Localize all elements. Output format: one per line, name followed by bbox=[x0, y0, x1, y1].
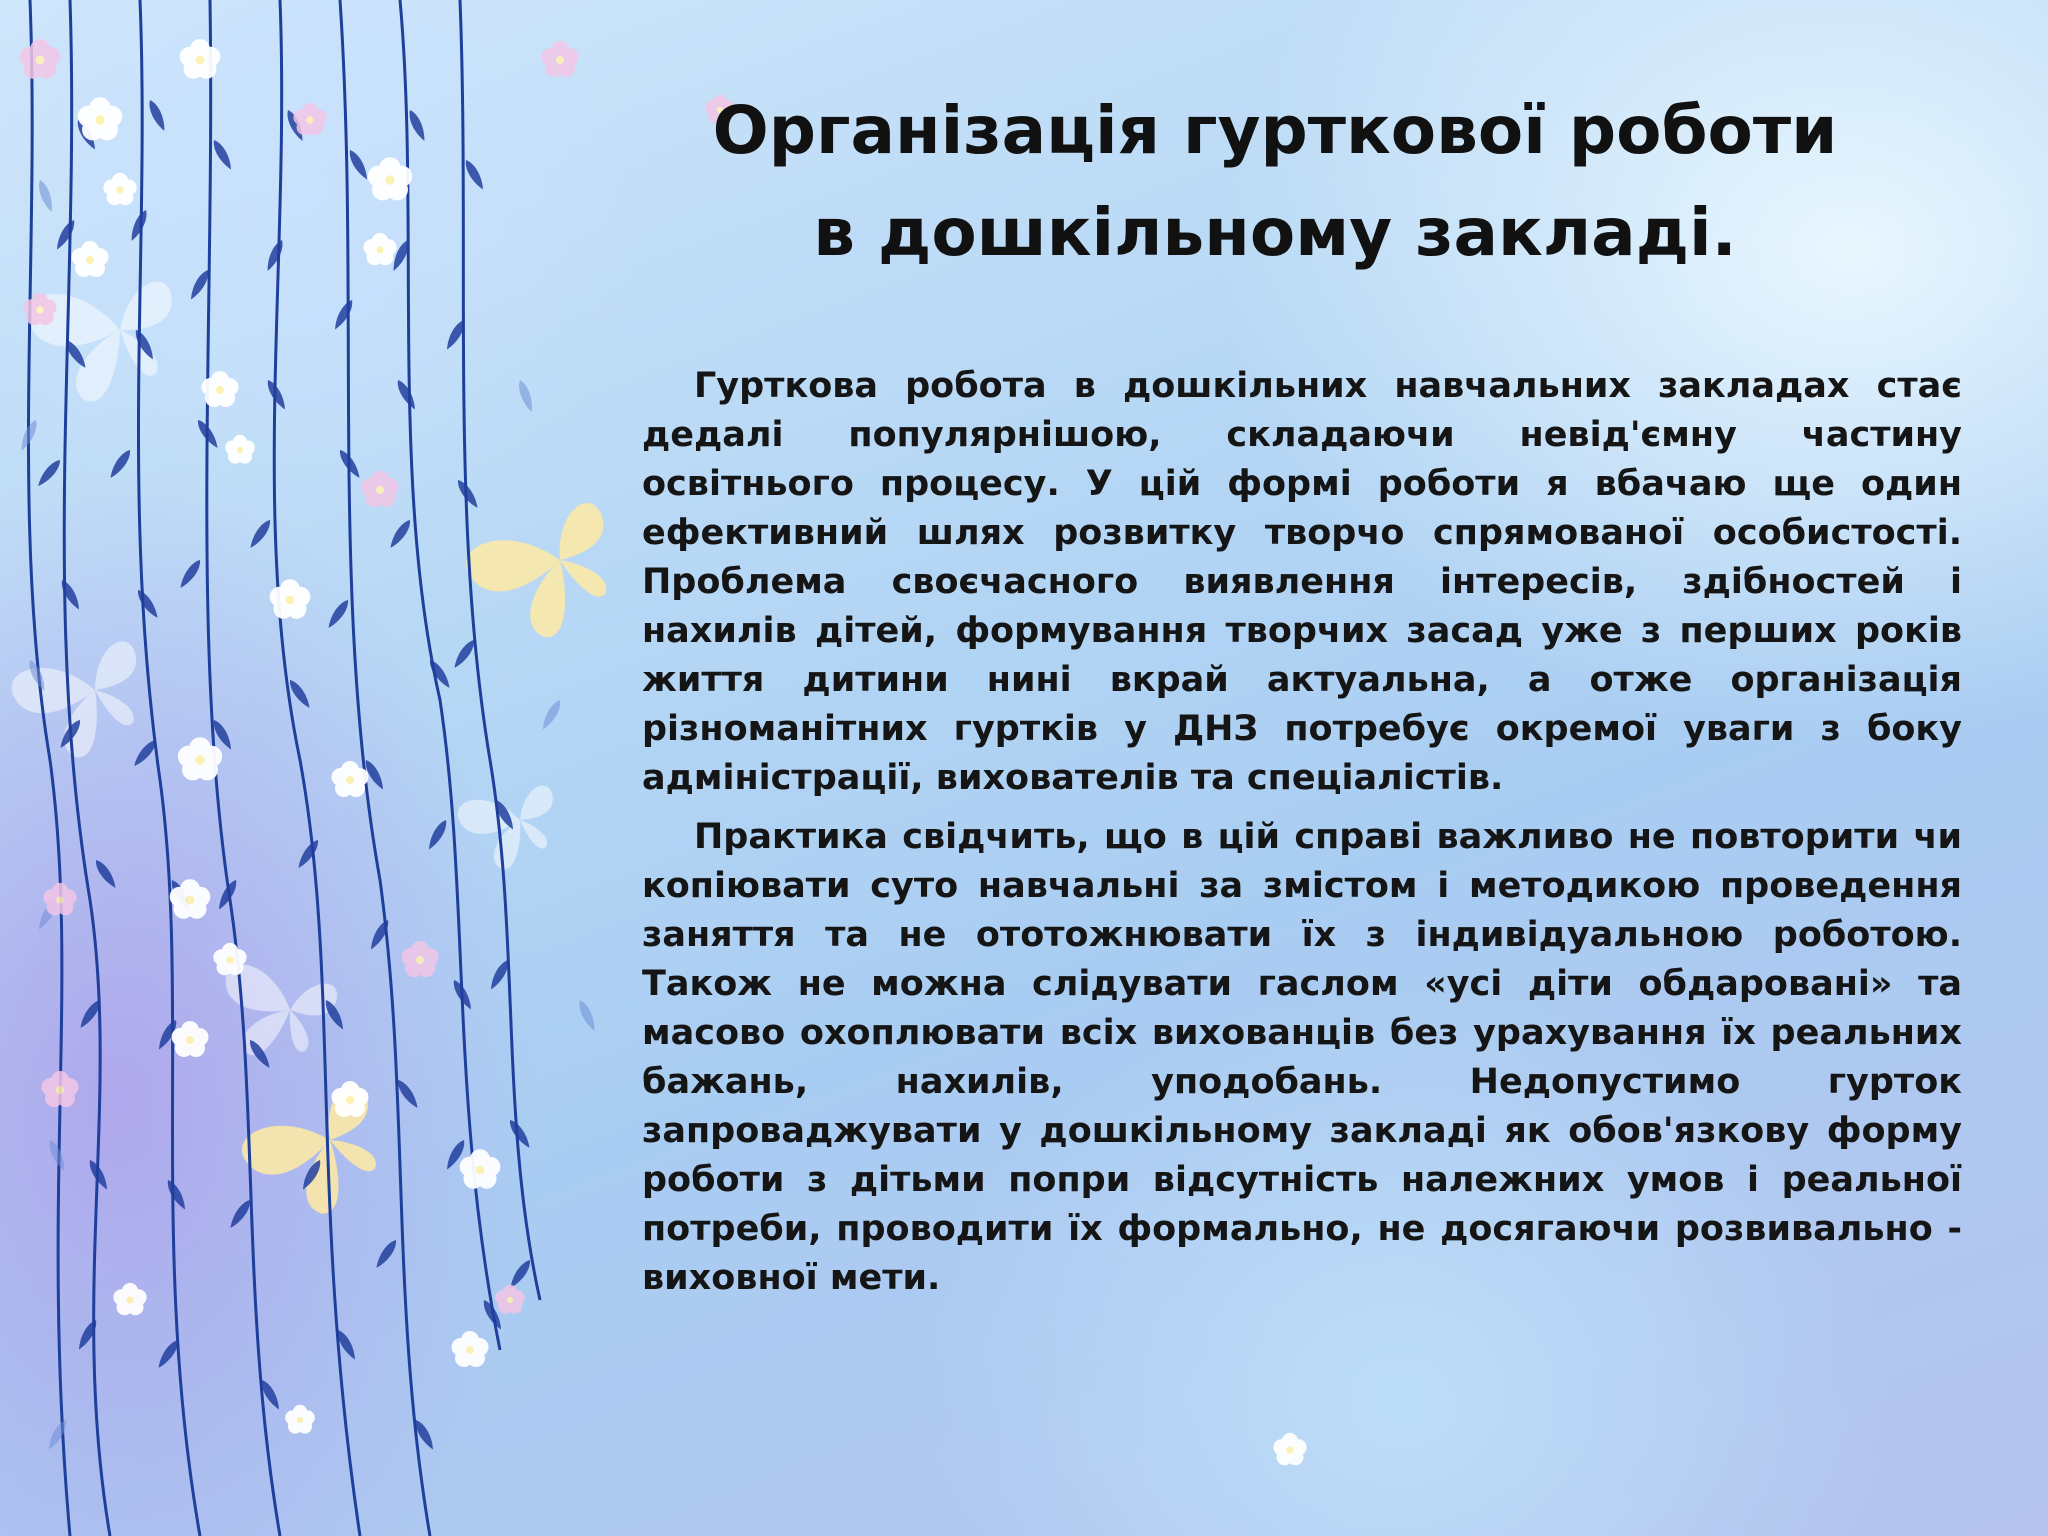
slide-title-line-1: Організація гурткової роботи bbox=[712, 92, 1838, 169]
slide-body bbox=[642, 362, 1962, 1313]
butterfly-white-icon bbox=[7, 274, 568, 1068]
willow-leaves bbox=[35, 98, 534, 1452]
willow-branch-decoration bbox=[28, 0, 540, 1536]
body-paragraph-1: Гурткова робота в дошкільних навчальних закладах стає дедалі популярнішою, складаючи невід'ємну частину освітнього процесу. У цій формі роботи я вбачаю ще один ефективний шлях розвитку творчо спрямованої особистості. Проблема своєчасного виявлення інтересів, здібностей і нахилів дітей, формування творчих засад уже з перших років життя дитини нині вкрай актуальна, а отже організація різноманітних гуртків у ДНЗ потребує окремої уваги з боку адміністрації, вихователів та спеціалістів. bbox=[642, 366, 1962, 798]
slide-title bbox=[640, 80, 1910, 284]
body-paragraph-2: Практика свідчить, що в цій справі важливо не повторити чи копіювати суто навчальні за змістом і методикою проведення заняття та не ототожнювати їх з індивідуальною роботою. Також не можна слідувати гаслом «усі діти обдаровані» та масово охоплювати всіх вихованців без урахування їх реальних бажань, нахилів, уподобань. Недопустимо гурток запроваджувати у дошкільному закладі як обов'язкову форму роботи з дітьми попри відсутність належних умов і реальної потреби, проводити їх формально, не досягаючи розвивально - виховної мети. bbox=[642, 817, 1962, 1298]
slide-title-line-2: в дошкільному закладі. bbox=[813, 194, 1737, 271]
